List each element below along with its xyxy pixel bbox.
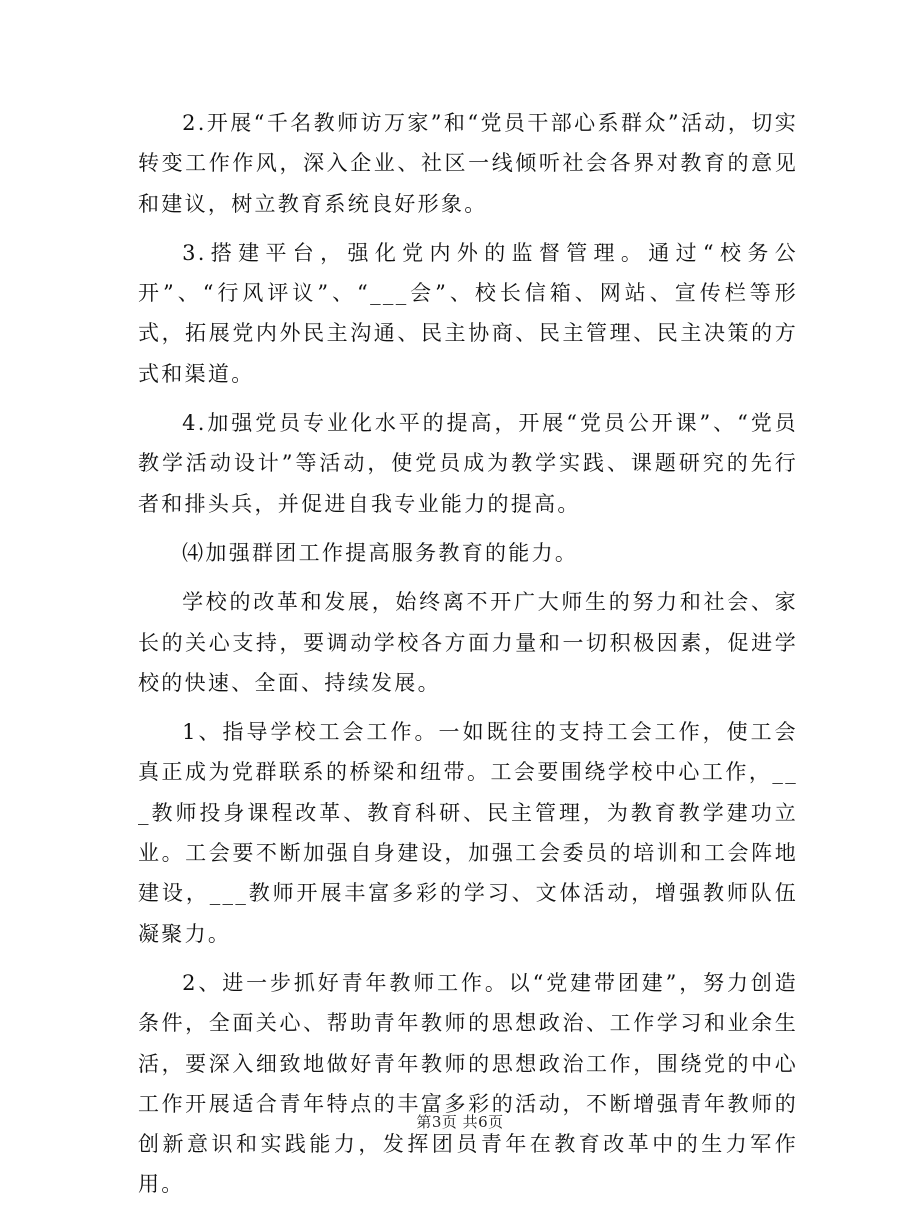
paragraph-item-3: 3.搭建平台，强化党内外的监督管理。通过“校务公开”、“行风评议”、“___会”、校长信箱、网站、宣传栏等形式，拓展党内外民主沟通、民主协商、民主管理、民主决策的方式和渠道。 [138, 240, 798, 386]
paragraph-intro: 学校的改革和发展，始终离不开广大师生的努力和社会、家长的关心支持，要调动学校各方面力量和一切积极因素，促进学校的快速、全面、持续发展。 [138, 590, 798, 695]
paragraph-item-2: 2.开展“千名教师访万家”和“党员干部心系群众”活动，切实转变工作作风，深入企业、社区一线倾听社会各界对教育的意见和建议，树立教育系统良好形象。 [138, 111, 798, 216]
paragraph-union-work: 1、指导学校工会工作。一如既往的支持工会工作，使工会真正成为党群联系的桥梁和纽带。工会要围绕学校中心工作，___教师投身课程改革、教育科研、民主管理，为教育教学建功立业。工会要不断加强自身建设，加强工会委员的培训和工会阵地建设，___教师开展丰富多彩的学习、文体活动，增强教师队伍凝聚力。 [138, 720, 798, 946]
section-heading-4: ⑷加强群团工作提高服务教育的能力。 [182, 540, 579, 565]
page-number: 第3页 共6页 [416, 1113, 504, 1131]
paragraph-item-4: 4.加强党员专业化水平的提高，开展“党员公开课”、“党员教学活动设计”等活动，使党员成为教学实践、课题研究的先行者和排头兵，并促进自我专业能力的提高。 [138, 411, 798, 516]
document-body [138, 103, 798, 1214]
paragraph-youth-work: 2、进一步抓好青年教师工作。以“党建带团建”，努力创造条件，全面关心、帮助青年教师的思想政治、工作学习和业余生活，要深入细致地做好青年教师的思想政治工作，围绕党的中心工作开展适合青年特点的丰富多彩的活动，不断增强青年教师的创新意识和实践能力，发挥团员青年在教育改革中的生力军作用。 [138, 970, 798, 1197]
